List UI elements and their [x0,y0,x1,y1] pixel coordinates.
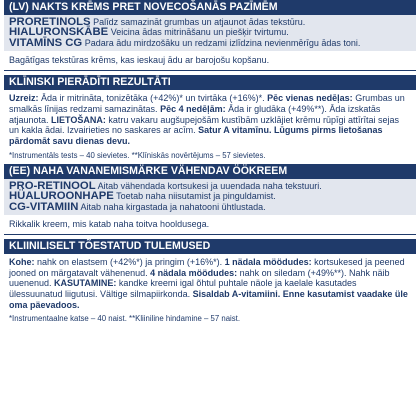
lv-results-text [4,90,416,148]
ee-results-run-1: nahk on elastsem (+42%*) ja pringim (+16%*). [34,256,225,267]
ee-results-title: KLIINILISELT TÕESTATUD TULEMUSED [4,239,416,254]
lv-results-run-6: LIETOŠANA: [51,114,106,125]
ee-results-text [4,254,416,312]
ee-footnote: *Instrumentaalne katse – 40 naist. **Kliiniline hindamine – 57 naist. [9,314,241,324]
ee-ingredient-3 [9,202,411,212]
lv-ingredient-3-name: VITAMĪNS CG [9,36,83,49]
ee-ingredient-1-desc: Aitab vähendada kortsukesi ja uuendada naha tekstuuri. [97,180,322,191]
ee-results-run-7: kandke kreemi igal õhtul puhtale näole ja kaelale kasutades ülessuunatud liigutusi. Vältige silmapiirkonda. [9,278,357,300]
ee-results-run-6: KASUTAMINE: [54,278,117,289]
ee-results-run-4: 4 nädala möödudes: [150,267,238,278]
lv-results-run-7: katru vakaru augšupejošām kustībām uzklājiet krēmu rūpīgi attīrītai sejas un kakla ādai. Izvairieties no saskares ar acīm. [9,114,400,136]
ee-ingredient-2-name: HÜALUROONHAPE [9,190,114,203]
lv-ingredient-2-desc: Veicina ādas mitrināšanu un piešķir tvirtumu. [110,27,289,38]
ee-ingredients-box [4,179,416,215]
ee-ingredient-1-name: PRO-RETINOOL [9,179,96,192]
ee-ingredient-2-desc: Toetab naha niisutamist ja pinguldamist. [116,191,276,202]
lv-results-run-3: Grumbas un smalkās līnijas redzami samazinātas. [9,93,405,114]
ee-results-run-8: Sisaldab A-vitamiini. Enne kasutamist vaadake üle oma päevadoos. [9,289,408,310]
lv-results-run-0: Uzreiz: [9,93,39,104]
lv-ingredient-1-name: PRORETINOLS [9,16,91,28]
lv-results-title: KLĪNISKI PIERĀDĪTI REZULTĀTI [4,75,416,90]
lv-ingredients-box [4,15,416,51]
lv-results-run-2: Pēc vienas nedēļas: [267,93,353,104]
lv-results-run-5: Āda ir gludāka (+49%**). Āda izskatās atjaunota. [9,103,381,125]
lv-ingredient-2-name: HIALURONSKĀBE [9,26,109,39]
ee-results-run-5: nahk on siledam (+49%**). Nahk näib uuenenud. [9,267,390,289]
ee-title-bar: (EE) NAHA VANANEMISMÄRKE VÄHENDAV ÖÖKREEM [4,164,416,179]
lv-title-bar: (LV) NAKTS KRĒMS PRET NOVECOŠANĀS PAZĪMĒM [4,0,416,15]
ee-tagline: Rikkalik kreem, mis katab naha toitva hooldusega. [4,215,416,235]
lv-ingredient-3-desc: Padara ādu mirdzošāku un redzami izlīdzina nevienmērīgu ādas toni. [84,37,361,48]
ee-ingredient-3-name: CG-VITAMIIN [9,200,79,213]
ee-ingredient-3-desc: Aitab naha kirgastada ja nahatooni ühtlustada. [80,201,266,212]
lv-ingredient-3 [9,38,411,48]
ee-results-run-2: 1 nädala möödudes: [224,256,312,267]
ee-results-run-3: kortsukesed ja peened jooned on märgatavalt vähenenud. [9,256,405,278]
lv-tagline: Bagātīgas tekstūras krēms, kas ieskauj ādu ar barojošu kopšanu. [4,51,416,71]
ee-results-run-0: Kohe: [9,256,35,267]
lv-results-run-8: Satur A vitamīnu. Lūgums pirms lietošanas pārdomāt savu dienas devu. [9,125,383,147]
lv-results-run-4: Pēc 4 nedēļām: [160,103,226,114]
lv-ingredient-1-desc: Palīdz samazināt grumbas un atjaunot ādas tekstūru. [93,17,306,27]
lv-footnote: *Instrumentāls tests – 40 sievietes. **Klīniskās novērtējums – 57 sievietes. [9,150,266,160]
lv-results-run-1: Āda ir mitrināta, tonizētāka (+42%)* un tvirtāka (+16%)*. [38,93,268,104]
